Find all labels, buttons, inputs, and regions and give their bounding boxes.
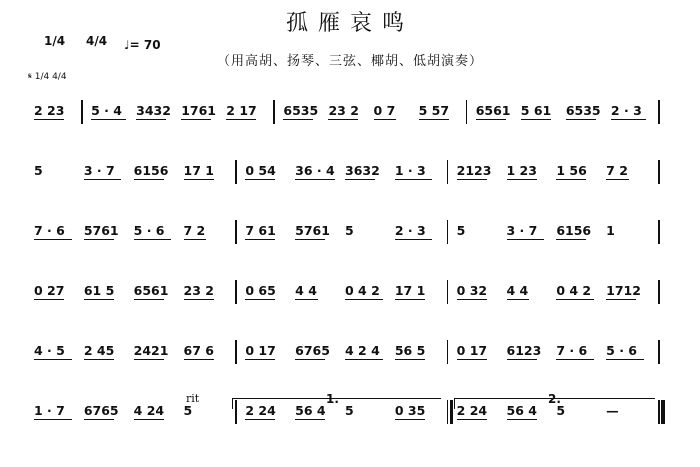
- beam-underline: [345, 359, 383, 360]
- note-group: 6561: [475, 103, 511, 118]
- barline: [447, 160, 449, 184]
- note-group: 1 · 7: [34, 403, 65, 418]
- note-group: 6123: [506, 343, 542, 358]
- note-group: 36 · 4: [295, 163, 335, 178]
- note-group: 56 4: [295, 403, 326, 418]
- note-group: 6535: [565, 103, 601, 118]
- note-group: 7 · 6: [34, 223, 65, 238]
- note-group: 23 2: [183, 283, 214, 298]
- beam-underline: [134, 419, 164, 420]
- beam-underline: [245, 239, 275, 240]
- note-group: 0 4 2: [556, 283, 592, 298]
- note-group: 5: [556, 403, 566, 418]
- barline: [658, 280, 660, 304]
- beam-underline: [226, 119, 256, 120]
- note-group: 1761: [181, 103, 217, 118]
- volta-label-2: 2.: [548, 392, 561, 406]
- note-group: 7 2: [183, 223, 206, 238]
- beam-underline: [84, 359, 114, 360]
- note-group: 67 6: [183, 343, 214, 358]
- score-subtitle: （用高胡、扬琴、三弦、椰胡、低胡演奏）: [216, 54, 483, 69]
- beam-underline: [566, 119, 596, 120]
- beam-underline: [606, 359, 644, 360]
- note-group: 3 · 7: [83, 163, 115, 178]
- note-group: 2 17: [226, 103, 257, 118]
- note-group: 56 4: [506, 403, 537, 418]
- beam-underline: [134, 359, 164, 360]
- note-group: 61 5: [83, 283, 115, 298]
- note-group: 0 17: [245, 343, 276, 358]
- note-group: 1 · 3: [394, 163, 426, 178]
- beam-underline: [283, 119, 313, 120]
- beam-underline: [419, 119, 449, 120]
- beam-underline: [606, 179, 629, 180]
- beam-underline: [395, 419, 425, 420]
- note-group: 0 7: [373, 103, 396, 118]
- note-group: —: [606, 403, 619, 418]
- note-group: 3432: [136, 103, 171, 118]
- note-group: 2 · 3: [610, 103, 642, 118]
- tempo-marking: ♩= 70: [124, 38, 161, 52]
- note-group: 5761: [295, 223, 330, 238]
- note-group: 17 1: [183, 163, 214, 178]
- note-group: 5: [345, 223, 354, 238]
- barline: [273, 100, 275, 124]
- beam-underline: [245, 299, 275, 300]
- beam-underline: [395, 359, 425, 360]
- beam-underline: [295, 179, 335, 180]
- note-group: 0 17: [456, 343, 488, 358]
- note-group: 4 24: [133, 403, 165, 418]
- beam-underline: [34, 239, 72, 240]
- note-group: 6535: [283, 103, 319, 118]
- beam-underline: [184, 179, 214, 180]
- beam-underline: [91, 119, 126, 120]
- beam-underline: [245, 179, 275, 180]
- beam-underline: [345, 299, 383, 300]
- beam-underline: [374, 119, 397, 120]
- note-group: 6765: [83, 403, 119, 418]
- note-group: 5 · 6: [133, 223, 165, 238]
- beam-underline: [556, 239, 586, 240]
- beam-underline: [245, 419, 275, 420]
- beam-underline: [136, 119, 166, 120]
- note-group: 0 27: [34, 283, 65, 298]
- note-group: 3 · 7: [506, 223, 538, 238]
- rit-marking: rit: [186, 392, 200, 405]
- beam-underline: [395, 299, 425, 300]
- barline: [658, 400, 660, 424]
- barline: [466, 100, 468, 124]
- note-group: 5761: [83, 223, 119, 238]
- note-group: 5 61: [520, 103, 552, 118]
- beam-underline: [84, 299, 114, 300]
- beam-underline: [295, 419, 325, 420]
- barline: [447, 400, 449, 424]
- note-group: 0 65: [245, 283, 276, 298]
- beam-underline: [556, 179, 586, 180]
- note-group: 3632: [345, 163, 380, 178]
- beam-underline: [34, 119, 64, 120]
- beam-underline: [84, 239, 114, 240]
- barline: [235, 160, 237, 184]
- note-group: 0 54: [245, 163, 276, 178]
- note-group: 5: [34, 163, 43, 178]
- beam-underline: [457, 179, 487, 180]
- beam-underline: [395, 179, 433, 180]
- beam-underline: [476, 119, 506, 120]
- note-group: 7 2: [606, 163, 628, 178]
- barline: [235, 280, 237, 304]
- note-group: 2 23: [34, 103, 65, 118]
- note-group: 2123: [456, 163, 492, 178]
- volta-label-1: 1.: [326, 392, 339, 406]
- beam-underline: [295, 299, 318, 300]
- beam-underline: [84, 179, 122, 180]
- beam-underline: [507, 179, 537, 180]
- note-group: 5 · 6: [606, 343, 638, 358]
- note-group: 6156: [556, 223, 592, 238]
- beam-underline: [507, 299, 530, 300]
- note-group: 4 4: [295, 283, 317, 298]
- beam-underline: [34, 359, 72, 360]
- note-group: 2421: [133, 343, 169, 358]
- note-group: 5 57: [418, 103, 450, 118]
- beam-underline: [134, 299, 164, 300]
- barline: [658, 100, 660, 124]
- note-group: 5 · 4: [91, 103, 122, 118]
- beam-underline: [611, 119, 646, 120]
- beam-underline: [328, 119, 358, 120]
- note-group: 7 · 6: [556, 343, 588, 358]
- beam-underline: [507, 419, 537, 420]
- note-group: 56 5: [394, 343, 426, 358]
- note-group: 5: [183, 403, 193, 418]
- barline-thick: [450, 400, 454, 424]
- note-group: 4 2 4: [345, 343, 380, 358]
- note-group: 0 32: [456, 283, 488, 298]
- beam-underline: [395, 239, 433, 240]
- beam-underline: [184, 359, 214, 360]
- note-group: 7 61: [245, 223, 276, 238]
- note-group: 5: [345, 403, 354, 418]
- beam-underline: [295, 359, 325, 360]
- time-signature-1: 1/4: [44, 34, 66, 48]
- beam-underline: [507, 359, 537, 360]
- barline: [447, 340, 449, 364]
- beam-underline: [521, 119, 551, 120]
- note-group: 23 2: [328, 103, 359, 118]
- beam-underline: [184, 299, 214, 300]
- beam-underline: [556, 299, 594, 300]
- barline: [658, 340, 660, 364]
- beam-underline: [556, 359, 594, 360]
- beam-underline: [181, 119, 211, 120]
- beam-underline: [134, 239, 172, 240]
- note-group: 2 45: [83, 343, 115, 358]
- note-group: 2 · 3: [394, 223, 426, 238]
- beam-underline: [345, 179, 375, 180]
- note-group: 0 35: [394, 403, 426, 418]
- note-group: 1712: [606, 283, 641, 298]
- note-group: 1: [606, 223, 615, 238]
- note-group: 6156: [133, 163, 169, 178]
- beam-underline: [184, 239, 207, 240]
- barline: [658, 160, 660, 184]
- barline: [447, 220, 449, 244]
- note-group: 4 · 5: [34, 343, 65, 358]
- note-group: 1 23: [506, 163, 537, 178]
- time-signature-2: 4/4: [86, 34, 108, 48]
- beam-underline: [34, 419, 72, 420]
- barline: [658, 220, 660, 244]
- barline-thick: [661, 400, 665, 424]
- beam-underline: [134, 179, 164, 180]
- note-group: 2 24: [456, 403, 488, 418]
- note-group: 0 4 2: [345, 283, 380, 298]
- barline: [235, 220, 237, 244]
- score-title: 孤雁哀鸣: [285, 11, 414, 36]
- beam-underline: [507, 239, 545, 240]
- note-group: 1 56: [556, 163, 587, 178]
- beam-underline: [606, 299, 636, 300]
- beam-underline: [245, 359, 275, 360]
- barline: [235, 340, 237, 364]
- beam-underline: [457, 419, 487, 420]
- barline: [81, 100, 83, 124]
- note-group: 17 1: [394, 283, 426, 298]
- note-group: 6765: [295, 343, 330, 358]
- barline: [447, 280, 449, 304]
- beam-underline: [457, 359, 487, 360]
- note-group: 2 24: [245, 403, 276, 418]
- beam-underline: [34, 299, 64, 300]
- note-group: 6561: [133, 283, 169, 298]
- beam-underline: [84, 419, 114, 420]
- note-group: 4 4: [506, 283, 529, 298]
- beam-underline: [457, 299, 487, 300]
- beam-underline: [295, 239, 325, 240]
- note-group: 5: [456, 223, 466, 238]
- segno-marking: 𝄋 1/4 4/4: [28, 72, 67, 82]
